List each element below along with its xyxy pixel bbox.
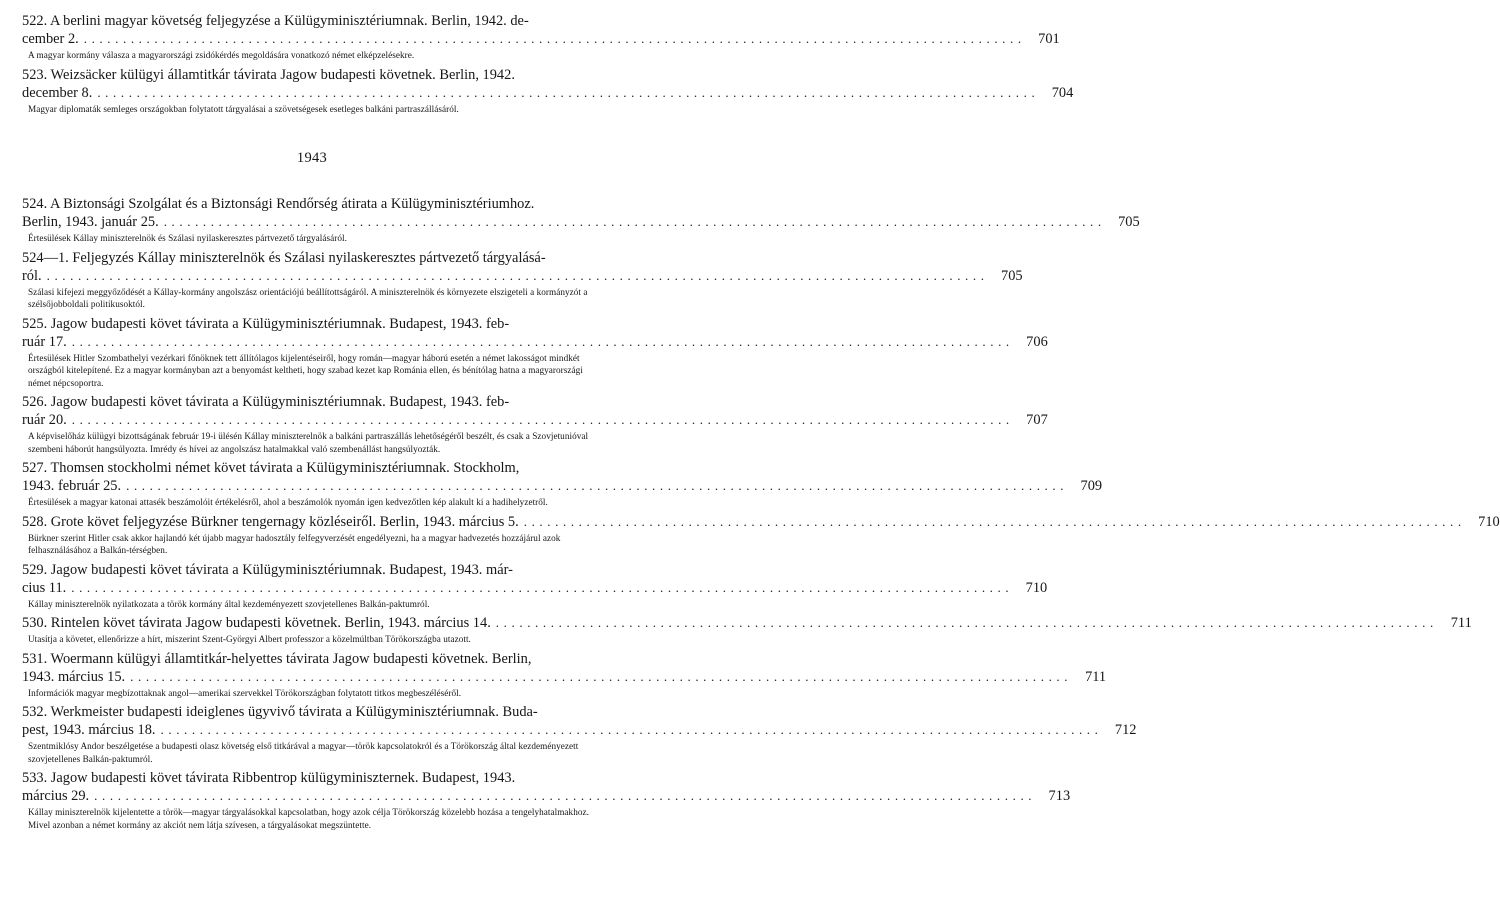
- toc-entry: [22, 703, 1137, 765]
- page-number: 711: [1450, 615, 1472, 631]
- dot-leader: ........................................................................................................................: [97, 84, 1040, 100]
- entry-summary: Értesülések a magyar katonai attasék beszámolóit értékelésről, ahol a beszámolók nyomán igen kedvezőtlen kép alakult ki a hadihelyzetről.: [28, 497, 548, 507]
- page-number: 710: [1478, 513, 1500, 530]
- entry-title-line: 529. Jagow budapesti követ távirata a Külügyminisztériumnak. Budapest, 1943. már-: [22, 561, 513, 578]
- dot-leader: ........................................................................................................................: [71, 333, 1014, 349]
- entry-summary: A magyar kormány válasza a magyarországi zsidókérdés megoldására vonatkozó német elképzelésekre.: [28, 50, 415, 60]
- page-number: 707: [1026, 412, 1048, 428]
- dot-leader: ........................................................................................................................: [46, 267, 989, 283]
- entry-title-end: 528. Grote követ feljegyzése Bürkner tengernagy közléseiről. Berlin, 1943. március 5.: [22, 513, 519, 530]
- entry-title-last-line: [22, 267, 1023, 285]
- page-number: 709: [1080, 478, 1103, 494]
- toc-section-1943: [22, 195, 1500, 831]
- entry-title-end: ruár 17.: [22, 333, 67, 350]
- entry-title-last-line: [22, 721, 1137, 739]
- entry-title: [22, 393, 1048, 429]
- entry-title-end: cius 11.: [22, 579, 67, 596]
- toc-entry: [22, 459, 1103, 509]
- dot-leader: ........................................................................................................................: [495, 615, 1438, 630]
- entry-title-end: cember 2.: [22, 31, 79, 47]
- entry-title-last-line: [22, 787, 1071, 805]
- toc-entry: [22, 249, 1023, 311]
- entry-title: [22, 249, 1023, 285]
- entry-title-last-line: [22, 30, 1060, 48]
- entry-title-end: ruár 20.: [22, 412, 67, 428]
- entry-title-line: 527. Thomsen stockholmi német követ távirata a Külügyminisztériumnak. Stockholm,: [22, 460, 520, 476]
- page-number: 710: [1025, 579, 1048, 596]
- entry-title-last-line: [22, 579, 1048, 597]
- entry-title: [22, 195, 1140, 231]
- dot-leader: ........................................................................................................................: [71, 412, 1014, 427]
- page-number: 701: [1038, 31, 1060, 47]
- year-heading: 1943: [296, 150, 328, 166]
- entry-title: [22, 561, 1048, 597]
- entry-title-end: december 8.: [22, 84, 93, 101]
- entry-title: [22, 703, 1137, 739]
- page-number: 713: [1048, 788, 1071, 804]
- page-number: 705: [1118, 214, 1140, 230]
- entry-title-last-line: [22, 411, 1048, 429]
- entry-title-end: 1943. február 25.: [22, 478, 122, 494]
- entry-title-end: Berlin, 1943. január 25.: [22, 214, 159, 230]
- toc-entry: [22, 315, 1048, 390]
- toc-entry: [22, 650, 1107, 700]
- entry-summary: Magyar diplomaták semleges országokban folytatott tárgyalásai a szövetségesek esetleges balkáni partraszállásáról.: [28, 103, 459, 114]
- toc-entry: [22, 12, 1060, 62]
- entry-title: [22, 769, 1071, 805]
- entry-title-last-line: [22, 477, 1103, 495]
- entry-title-line: 525. Jagow budapesti követ távirata a Külügyminisztériumnak. Budapest, 1943. feb-: [22, 315, 510, 332]
- dot-leader: ........................................................................................................................: [126, 478, 1069, 493]
- dot-leader: ........................................................................................................................: [130, 668, 1073, 684]
- toc-entry: [22, 195, 1140, 245]
- entry-title-end: ról.: [22, 267, 42, 284]
- entry-title-last-line: [22, 333, 1048, 351]
- toc-entry: [22, 614, 1472, 646]
- page-number: 706: [1026, 333, 1048, 350]
- entry-summary: Kállay miniszterelnök nyilatkozata a török kormány által kezdeményezett szovjetellenes Balkán-paktumról.: [28, 598, 430, 609]
- entry-summary: Értesülések Hitler Szombathelyi vezérkari főnöknek tett állítólagos kijelentéseiről, hogy román—magyar háború esetén a német lakosságot mindkét országból kitelepítené. Ez a magyar kormányban azt a benyomást keltheti, hogy szabad kezet kap Románia ellen, és bénítólag hatna a magyarországi német népcsoportra.: [28, 352, 583, 388]
- entry-title-last-line: [22, 213, 1140, 231]
- page-number: 704: [1051, 84, 1074, 101]
- entry-title: [22, 650, 1107, 686]
- entry-title-end: 1943. március 15.: [22, 668, 126, 685]
- entry-summary: Információk magyar megbízottaknak angol—amerikai szervekkel Törökországban folytatott titkos megbeszéléséről.: [28, 687, 462, 698]
- toc-entry: [22, 66, 1074, 116]
- entry-title-line: 522. A berlini magyar követség feljegyzése a Külügyminisztériumnak. Berlin, 1942. de-: [22, 13, 529, 29]
- entry-title: [22, 66, 1074, 102]
- entry-title-end: 530. Rintelen követ távirata Jagow budapesti követnek. Berlin, 1943. március 14.: [22, 615, 491, 631]
- entry-summary: Kállay miniszterelnök kijelentette a török—magyar tárgyalásokkal kapcsolatban, hogy azok célja Törökország közelebb hozása a tengelyhatalmakhoz. Mivel azonban a német kormány az akciót nem látja szívesen, a tárgyalásokat megszüntette.: [28, 807, 589, 830]
- toc-entry: [22, 393, 1048, 455]
- entry-title-end: március 29.: [22, 788, 90, 804]
- entry-title-line: 526. Jagow budapesti követ távirata a Külügyminisztériumnak. Budapest, 1943. feb-: [22, 394, 510, 410]
- toc-section-1942: [22, 12, 1074, 115]
- entry-title-line: 533. Jagow budapesti követ távirata Ribbentrop külügyminiszternek. Budapest, 1943.: [22, 770, 516, 786]
- entry-title-last-line: [22, 614, 1472, 632]
- dot-leader: ........................................................................................................................: [163, 214, 1106, 229]
- entry-title-line: 532. Werkmeister budapesti ideiglenes ügyvivő távirata a Külügyminisztériumnak. Buda-: [22, 704, 538, 720]
- dot-leader: ........................................................................................................................: [71, 579, 1014, 595]
- page-number: 705: [1001, 267, 1023, 284]
- entry-summary: A képviselőház külügyi bizottságának február 19-i ülésén Kállay miniszterelnök a balkáni partraszállás lehetőségéről beszélt, és csak a Szovjetunióval szembeni háborút hangsúlyozta. Imrédy és hívei az angolszász hatalmakkal való szembenállást hangsúlyozták.: [28, 431, 589, 454]
- entry-title: [22, 513, 1500, 531]
- entry-summary: Szálasi kifejezi meggyőződését a Kállay-kormány angolszász orientációjú beállítottságáról. A miniszterelnök és környezete elszigeteli a kormányzót a szélsőjobboldali politikusoktól.: [28, 286, 588, 309]
- entry-title-line: 524. A Biztonsági Szolgálat és a Biztonsági Rendőrség átirata a Külügyminisztériumhoz.: [22, 196, 535, 212]
- entry-summary: Értesülések Kállay miniszterelnök és Szálasi nyilaskeresztes pártvezető tárgyalásáról.: [28, 233, 347, 243]
- entry-title-last-line: [22, 84, 1074, 102]
- entry-title-line: 523. Weizsäcker külügyi államtitkár távirata Jagow budapesti követnek. Berlin, 1942.: [22, 66, 515, 83]
- page-number: 712: [1114, 722, 1137, 738]
- dot-leader: ........................................................................................................................: [160, 722, 1103, 737]
- entry-title: [22, 12, 1060, 48]
- page-number: 711: [1085, 668, 1107, 685]
- entry-title: [22, 315, 1048, 351]
- toc-entry: [22, 561, 1048, 611]
- dot-leader: ........................................................................................................................: [94, 788, 1037, 803]
- entry-summary: Utasítja a követet, ellenőrizze a hírt, miszerint Szent-Györgyi Albert professzor a közelmúltban Törökországba utazott.: [28, 634, 471, 644]
- entry-summary: Bürkner szerint Hitler csak akkor hajlandó két újabb magyar hadosztály felfegyverzését engedélyezni, ha a magyar hadvezetés hozzájárul azok felhasználásához a Balkán-térségben.: [28, 532, 561, 555]
- entry-summary: Szentmiklósy Andor beszélgetése a budapesti olasz követség első titkárával a magyar—török kapcsolatokról és a Törökország által kezdeményezett szovjetellenes Balkán-paktumról.: [28, 741, 579, 764]
- entry-title: [22, 614, 1472, 632]
- toc-entry: [22, 769, 1071, 831]
- entry-title-last-line: [22, 668, 1107, 686]
- entry-title-line: 524—1. Feljegyzés Kállay miniszterelnök és Szálasi nyilaskeresztes pártvezető tárgyalásá-: [22, 249, 546, 266]
- entry-title-line: 531. Woermann külügyi államtitkár-helyettes távirata Jagow budapesti követnek. Berlin,: [22, 650, 532, 667]
- dot-leader: ........................................................................................................................: [83, 31, 1026, 46]
- entry-title-end: pest, 1943. március 18.: [22, 722, 156, 738]
- entry-title-last-line: [22, 513, 1500, 531]
- toc-entry: [22, 513, 1500, 557]
- entry-title: [22, 459, 1103, 495]
- dot-leader: ........................................................................................................................: [523, 513, 1466, 529]
